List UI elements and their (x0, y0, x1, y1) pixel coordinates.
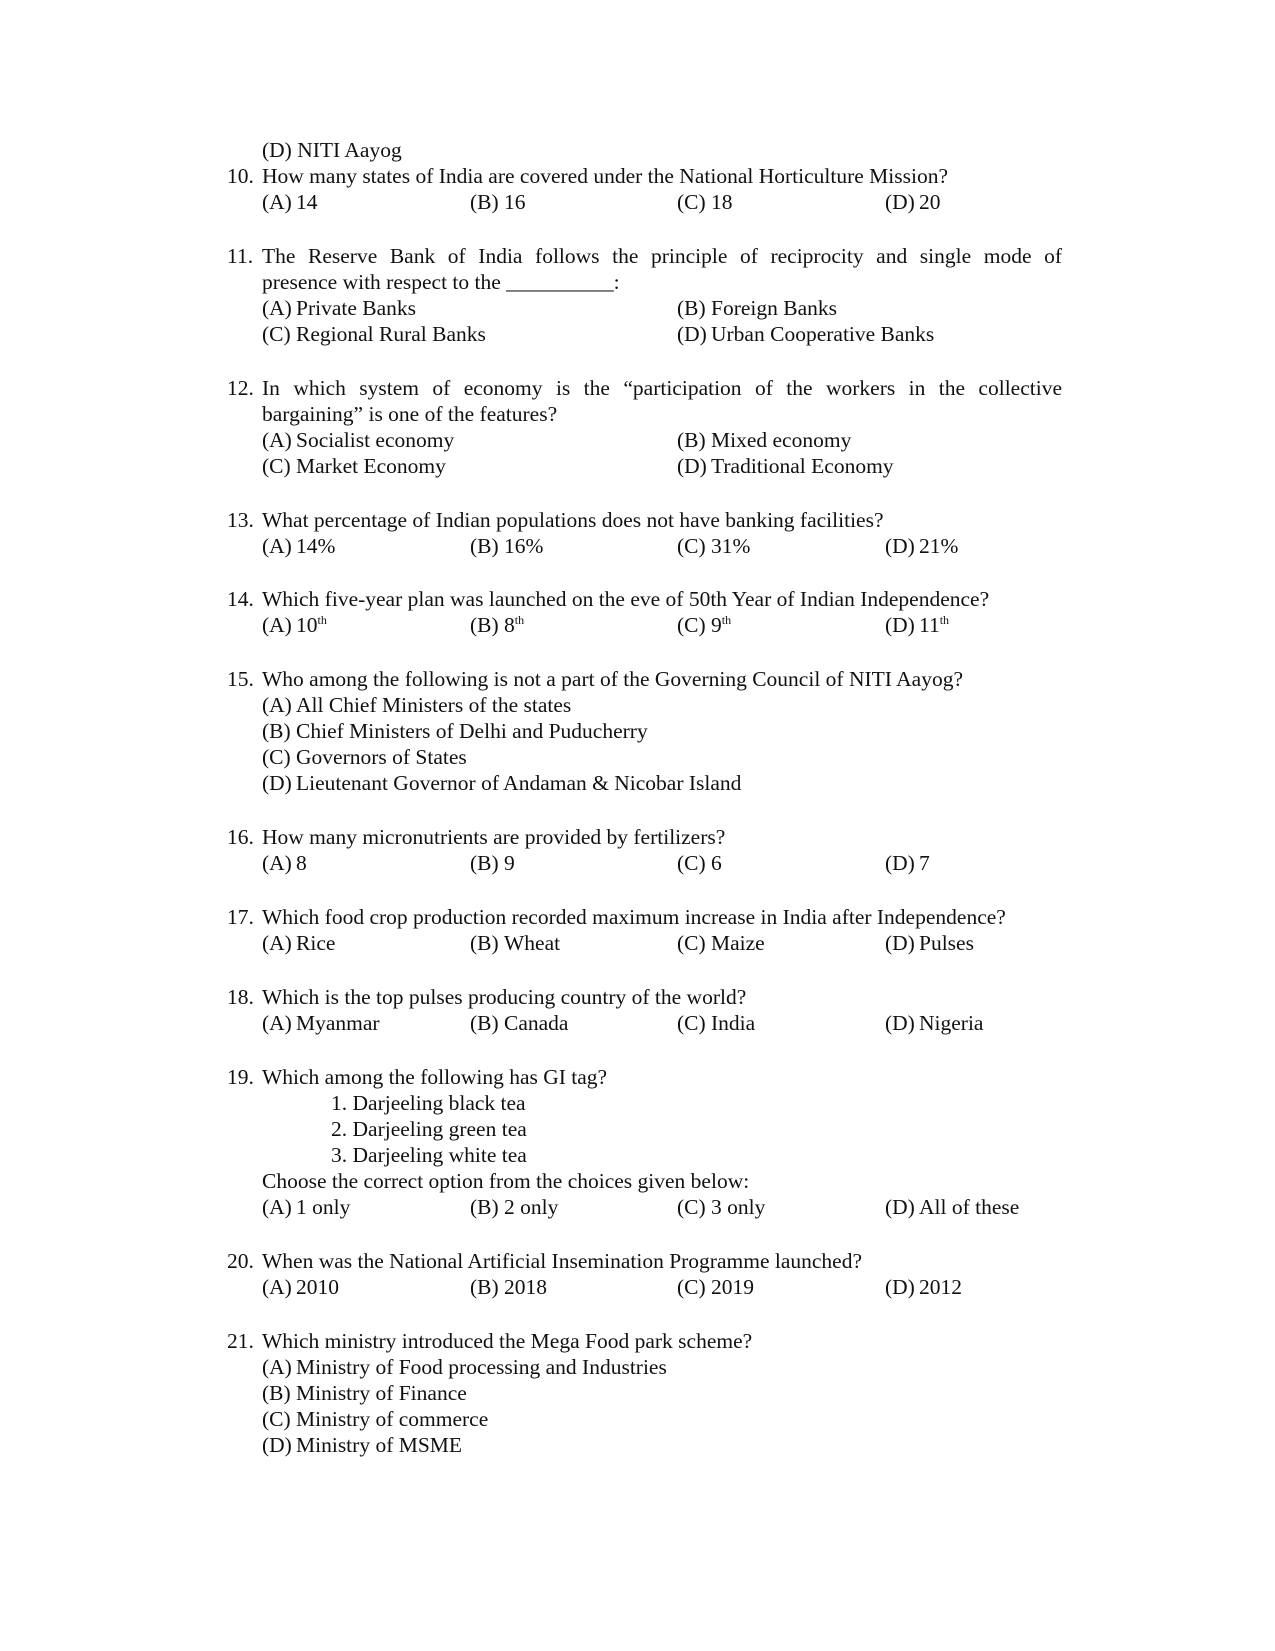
q15-option-d: (D) Lieutenant Governor of Andaman & Nicobar Island (262, 771, 742, 795)
question-11-number: 11. (227, 244, 254, 268)
q14-option-a: (A) 10th (262, 613, 327, 637)
q19-option-c: (C) 3 only (677, 1195, 766, 1219)
q19-choose-instruction: Choose the correct option from the choices given below: (262, 1169, 750, 1193)
q19-option-a: (A) 1 only (262, 1195, 351, 1219)
prev-question-tail: (D) NITI Aayog (262, 138, 402, 162)
q18-option-a: (A) Myanmar (262, 1011, 380, 1035)
q11-option-d: (D) Urban Cooperative Banks (677, 322, 935, 346)
q19-list-item-1: 1. Darjeeling black tea (331, 1091, 526, 1115)
question-12-number: 12. (227, 376, 254, 400)
question-11-text-line2: presence with respect to the __________: (262, 270, 620, 294)
q17-option-a: (A) Rice (262, 931, 336, 955)
question-14-number: 14. (227, 587, 254, 611)
q16-option-a: (A) 8 (262, 851, 307, 875)
q16-option-b: (B) 9 (470, 851, 515, 875)
question-12-text-line1: In which system of economy is the “participation of the workers in the collective (262, 376, 1062, 400)
question-12-text-line2: bargaining” is one of the features? (262, 402, 558, 426)
q13-option-c: (C) 31% (677, 534, 751, 558)
question-18-number: 18. (227, 985, 254, 1009)
q21-option-d: (D) Ministry of MSME (262, 1433, 463, 1457)
question-17-text: Which food crop production recorded maximum increase in India after Independence? (262, 905, 1006, 929)
q16-option-c: (C) 6 (677, 851, 722, 875)
q21-option-b: (B) Ministry of Finance (262, 1381, 467, 1405)
q18-option-d: (D) Nigeria (885, 1011, 984, 1035)
q20-option-c: (C) 2019 (677, 1275, 754, 1299)
question-18-text: Which is the top pulses producing country of the world? (262, 985, 747, 1009)
q14-option-c: (C) 9th (677, 613, 732, 637)
q12-option-a: (A) Socialist economy (262, 428, 455, 452)
q15-option-c: (C) Governors of States (262, 745, 467, 769)
question-15-number: 15. (227, 667, 254, 691)
q11-option-b: (B) Foreign Banks (677, 296, 838, 320)
q21-option-a: (A) Ministry of Food processing and Industries (262, 1355, 667, 1379)
question-11-text-line1: The Reserve Bank of India follows the principle of reciprocity and single mode of (262, 244, 1062, 268)
q21-option-c: (C) Ministry of commerce (262, 1407, 489, 1431)
q10-option-c: (C) 18 (677, 190, 733, 214)
question-16-number: 16. (227, 825, 254, 849)
q10-option-b: (B) 16 (470, 190, 526, 214)
q10-option-a: (A) 14 (262, 190, 318, 214)
q12-option-d: (D) Traditional Economy (677, 454, 894, 478)
question-16-text: How many micronutrients are provided by fertilizers? (262, 825, 726, 849)
q19-list-item-2: 2. Darjeeling green tea (331, 1117, 527, 1141)
q15-option-a: (A) All Chief Ministers of the states (262, 693, 572, 717)
q16-option-d: (D) 7 (885, 851, 930, 875)
q19-option-d: (D) All of these (885, 1195, 1020, 1219)
q20-option-b: (B) 2018 (470, 1275, 547, 1299)
q13-option-b: (B) 16% (470, 534, 544, 558)
q12-option-c: (C) Market Economy (262, 454, 446, 478)
question-17-number: 17. (227, 905, 254, 929)
question-19-number: 19. (227, 1065, 254, 1089)
question-19-text: Which among the following has GI tag? (262, 1065, 608, 1089)
q12-option-b: (B) Mixed economy (677, 428, 852, 452)
q19-option-b: (B) 2 only (470, 1195, 559, 1219)
q18-option-b: (B) Canada (470, 1011, 569, 1035)
q11-option-a: (A) Private Banks (262, 296, 417, 320)
question-21-text: Which ministry introduced the Mega Food park scheme? (262, 1329, 753, 1353)
q13-option-a: (A) 14% (262, 534, 336, 558)
question-20-number: 20. (227, 1249, 254, 1273)
q20-option-d: (D) 2012 (885, 1275, 962, 1299)
q19-list-item-3: 3. Darjeeling white tea (331, 1143, 527, 1167)
question-13-text: What percentage of Indian populations does not have banking facilities? (262, 508, 884, 532)
q17-option-b: (B) Wheat (470, 931, 561, 955)
question-13-number: 13. (227, 508, 254, 532)
question-21-number: 21. (227, 1329, 254, 1353)
q20-option-a: (A) 2010 (262, 1275, 339, 1299)
question-14-text: Which five-year plan was launched on the eve of 50th Year of Indian Independence? (262, 587, 990, 611)
q10-option-d: (D) 20 (885, 190, 941, 214)
question-15-text: Who among the following is not a part of the Governing Council of NITI Aayog? (262, 667, 963, 691)
q11-option-c: (C) Regional Rural Banks (262, 322, 486, 346)
question-20-text: When was the National Artificial Insemination Programme launched? (262, 1249, 863, 1273)
q15-option-b: (B) Chief Ministers of Delhi and Puducherry (262, 719, 648, 743)
q17-option-d: (D) Pulses (885, 931, 974, 955)
q14-option-b: (B) 8th (470, 613, 525, 637)
question-10-text: How many states of India are covered under the National Horticulture Mission? (262, 164, 948, 188)
q13-option-d: (D) 21% (885, 534, 959, 558)
q18-option-c: (C) India (677, 1011, 756, 1035)
q14-option-d: (D) 11th (885, 613, 950, 637)
q17-option-c: (C) Maize (677, 931, 765, 955)
question-10-number: 10. (227, 164, 254, 188)
